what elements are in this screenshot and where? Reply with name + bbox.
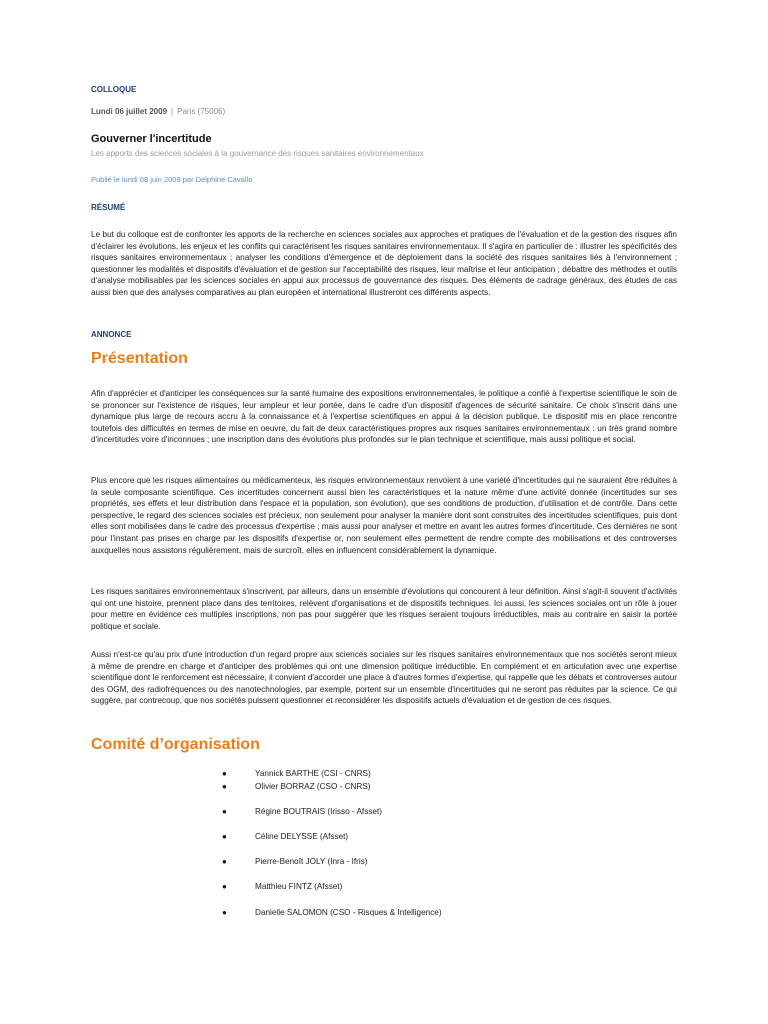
member-name: Danielle SALOMON (CSO - Risques & Intelligence)	[255, 908, 442, 917]
bullet-icon: ●	[222, 882, 227, 891]
resume-text: Le but du colloque est de confronter les apports de la recherche en sciences sociales aux approches et pratiques de l'évaluation et de la gestion des risques afin d'éclairer les évolutions, les enjeux et les conflits qui caractérisent les risques sanitaires environnementaux. Il s'agira en particulier de : illustrer les spécificités des risques sanitaires environnementaux ; analyser les conditions d'émergence et de déploiement dans la société des risques sanitaires liés à l'environnement ; questionner les modalités et dispositifs d'évaluation et de gestion sur l'acceptabilité des risques, leur maîtrise et leur anticipation ; débattre des méthodes et outils d'analyse mobilisables par les sciences sociales en appui aux processus de gouvernance des risques. Des éléments de cadrage généraux, des études de cas aussi bien que des analyses comparatives au plan européen et international illustreront ces différents aspects.	[91, 230, 677, 297]
member-name: Matthieu FINTZ (Afsset)	[255, 882, 343, 891]
bullet-icon: ●	[222, 769, 227, 778]
list-item	[222, 807, 382, 816]
page-title: Gouverner l'incertitude	[91, 133, 212, 145]
bullet-icon: ●	[222, 908, 227, 917]
presentation-paragraph: Plus encore que les risques alimentaires ou médicamenteux, les risques environnementaux renvoient à une variété d'incertitudes qui ne sauraient être réduites à la seule composante scientifique. Ces incertitudes concernent aussi bien les caractéristiques et la nature même d'une activité donnée (incertitudes sur ses propriétés, ses effets et leur distribution dans l'espace et la population, son évolution), que ses conditions de production, d'utilisation et de contrôle. Dans cette perspective, le regard des sciences sociales est précieux, non seulement pour analyser la manière dont sont construites des incertitudes scientifiques, puis dont elles sont mobilisées dans le cadre des processus d'expertise ; mais aussi pour analyser et mettre en avant les autres formes d'incertitude. Ces dernières ne sont pour l'instant pas prises en charge par les dispositifs d'expertise or, non seulement elles permettent de rendre compte des mobilisations et des controverses auxquelles nous assistons régulièrement, mais de surcroît, elles en influencent considérablement la dynamique.	[91, 476, 677, 555]
member-name: Yannick BARTHE (CSI - CNRS)	[255, 769, 371, 778]
list-item	[222, 857, 368, 866]
committee-heading: Comité d’organisation	[91, 736, 260, 753]
presentation-heading: Présentation	[91, 350, 188, 367]
member-name: Olivier BORRAZ (CSO - CNRS)	[255, 782, 371, 791]
list-item	[222, 882, 343, 891]
category-label: COLLOQUE	[91, 85, 137, 94]
meta-separator: |	[171, 107, 174, 116]
list-item	[222, 782, 371, 791]
bullet-icon: ●	[222, 857, 227, 866]
annonce-label: ANNONCE	[91, 330, 132, 339]
list-item	[222, 769, 371, 778]
list-item	[222, 908, 442, 917]
page-subtitle: Les apports des sciences sociales à la gouvernance des risques sanitaires environnementaux	[91, 149, 424, 158]
bullet-icon: ●	[222, 807, 227, 816]
member-name: Céline DELYSSE (Afsset)	[255, 832, 349, 841]
event-location: Paris (75006)	[177, 107, 226, 116]
member-name: Pierre-Benoît JOLY (Inra - Ifris)	[255, 857, 368, 866]
event-meta	[91, 107, 225, 116]
member-name: Régine BOUTRAIS (Irisso - Afsset)	[255, 807, 382, 816]
publication-info[interactable]: Publié le lundi 08 juin 2009 par Delphine Cavallo	[91, 175, 253, 184]
presentation-paragraph: Aussi n'est-ce qu'au prix d'une introduction d'un regard propre aux sciences sociales sur les risques sanitaires environnementaux que nos sociétés seront mieux à même de prendre en charge et d'anticiper des problèmes qui ont une dimension politique irréductible. En complément et en articulation avec une expertise scientifique dont le renforcement est nécessaire, il convient d'accorder une place à d'autres formes d'expertise, qui rappelle que les débats et controverses autour des OGM, des radiofréquences ou des nanotechnologies, par exemple, portent sur un ensemble d'incertitudes qui ne seront pas réduites par la science. Ce qui suggère, par contrecoup, que nos sociétés puissent questionner et reconsidérer les dispositifs actuels d'évaluation et de gestion de ces risques.	[91, 650, 677, 706]
presentation-paragraph: Afin d'apprécier et d'anticiper les conséquences sur la santé humaine des expositions environnementales, le politique a confié à l'expertise scientifique le soin de se prononcer sur l'existence de risques, leur ampleur et leur portée, dans le cadre d'un dispositif d'agences de sécurité sanitaire. Ce choix s'inscrit dans une dynamique plus large de recours accru à la connaissance et à l'expertise scientifiques en appui à la décision publique. Le dispositif mis en place rencontre toutefois des difficultés en termes de mise en oeuvre, du fait de deux caractéristiques propres aux risques sanitaires environnementaux : un très grand nombre d'incertitudes voire d'inconnues ; une inscription dans des évolutions plus profondes sur le plan technique et scientifique, mais aussi politique et social.	[91, 389, 677, 445]
resume-label: RÉSUMÉ	[91, 203, 126, 212]
presentation-paragraph: Les risques sanitaires environnementaux s'inscrivent, par ailleurs, dans un ensemble d'évolutions qui concourent à leur définition. Ainsi s'agit-il souvent d'activités qui ont une histoire, prennent place dans des territoires, relèvent d'organisations et de dispositifs techniques. Ici aussi, les sciences sociales ont un rôle à jouer pour mettre en évidence ces multiples inscriptions, non pas pour suggérer que les risques seraient toujours irréductibles, mais au contraire en saisir la portée politique et sociale.	[91, 587, 677, 631]
bullet-icon: ●	[222, 782, 227, 791]
bullet-icon: ●	[222, 832, 227, 841]
event-date: Lundi 06 juillet 2009	[91, 107, 168, 116]
list-item	[222, 832, 349, 841]
